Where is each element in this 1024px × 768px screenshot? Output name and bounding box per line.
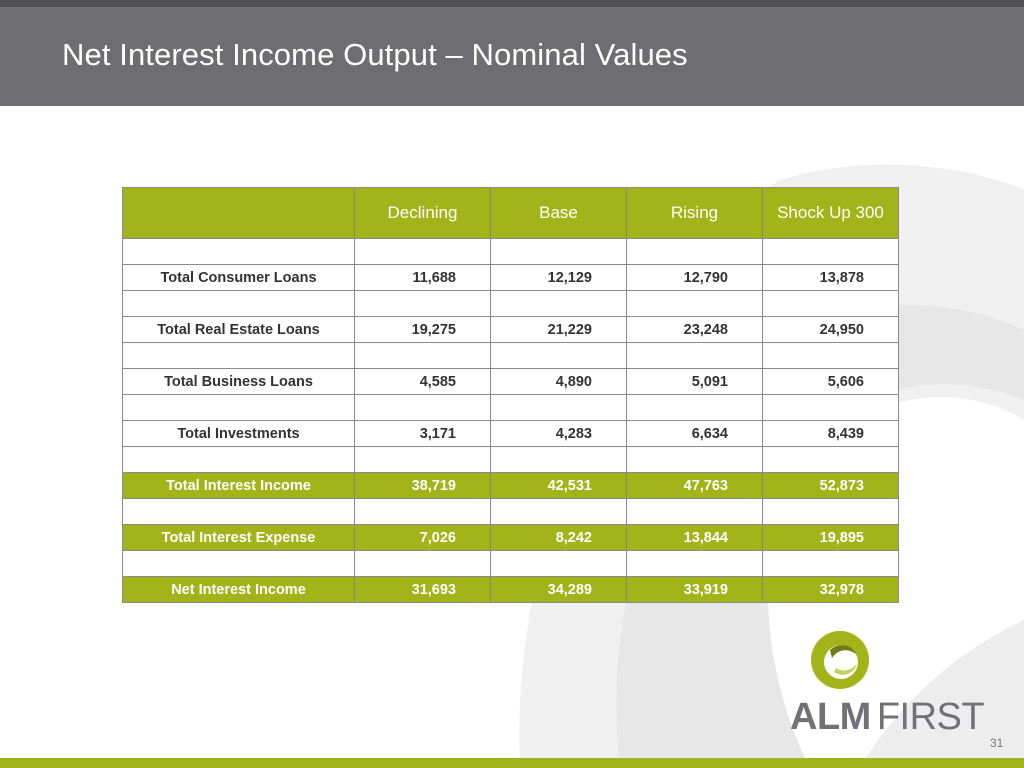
spacer-cell <box>355 551 491 577</box>
spacer-cell <box>627 343 763 369</box>
spacer-cell <box>355 343 491 369</box>
spacer-cell <box>627 395 763 421</box>
row-label: Total Business Loans <box>123 369 355 395</box>
table-spacer-row <box>123 395 899 421</box>
row-label: Total Interest Expense <box>123 525 355 551</box>
spacer-cell <box>763 551 899 577</box>
spacer-cell <box>123 551 355 577</box>
table-spacer-row <box>123 291 899 317</box>
row-label: Total Real Estate Loans <box>123 317 355 343</box>
table-row <box>123 369 899 395</box>
value-cell-rising: 5,091 <box>627 369 763 395</box>
value-cell-base: 42,531 <box>491 473 627 499</box>
value-cell-shock-up-300: 32,978 <box>763 577 899 603</box>
spacer-cell <box>763 291 899 317</box>
header-cell-shock-up-300: Shock Up 300 <box>763 188 899 239</box>
table-spacer-row <box>123 551 899 577</box>
table-spacer-row <box>123 239 899 265</box>
value-cell-shock-up-300: 13,878 <box>763 265 899 291</box>
value-cell-rising: 47,763 <box>627 473 763 499</box>
value-cell-shock-up-300: 19,895 <box>763 525 899 551</box>
table-spacer-row <box>123 343 899 369</box>
net-interest-income-table <box>122 187 899 603</box>
value-cell-declining: 3,171 <box>355 421 491 447</box>
spacer-cell <box>491 551 627 577</box>
value-cell-base: 12,129 <box>491 265 627 291</box>
value-cell-declining: 7,026 <box>355 525 491 551</box>
slide-title: Net Interest Income Output – Nominal Values <box>62 37 688 72</box>
value-cell-rising: 33,919 <box>627 577 763 603</box>
spacer-cell <box>123 499 355 525</box>
spacer-cell <box>123 447 355 473</box>
header-cell-label <box>123 188 355 239</box>
spacer-cell <box>355 499 491 525</box>
value-cell-declining: 19,275 <box>355 317 491 343</box>
header-cell-declining: Declining <box>355 188 491 239</box>
table-row <box>123 265 899 291</box>
spacer-cell <box>627 551 763 577</box>
page-number: 31 <box>990 736 1004 750</box>
spacer-cell <box>763 499 899 525</box>
spacer-cell <box>491 395 627 421</box>
spacer-cell <box>491 291 627 317</box>
spacer-cell <box>627 499 763 525</box>
table-row <box>123 317 899 343</box>
row-label: Total Investments <box>123 421 355 447</box>
value-cell-declining: 4,585 <box>355 369 491 395</box>
spacer-cell <box>355 447 491 473</box>
table-row <box>123 473 899 499</box>
spacer-cell <box>491 343 627 369</box>
value-cell-rising: 23,248 <box>627 317 763 343</box>
row-label: Net Interest Income <box>123 577 355 603</box>
spacer-cell <box>123 291 355 317</box>
logo-wordmark <box>790 696 984 739</box>
logo-text-alm: ALM <box>790 696 871 738</box>
value-cell-declining: 11,688 <box>355 265 491 291</box>
table-body <box>123 239 899 603</box>
alm-first-ring-icon <box>808 628 872 692</box>
spacer-cell <box>355 291 491 317</box>
table-row <box>123 577 899 603</box>
header-cell-base: Base <box>491 188 627 239</box>
spacer-cell <box>763 395 899 421</box>
alm-first-logo <box>786 628 992 738</box>
spacer-cell <box>627 239 763 265</box>
header-cell-rising: Rising <box>627 188 763 239</box>
value-cell-rising: 12,790 <box>627 265 763 291</box>
spacer-cell <box>355 395 491 421</box>
spacer-cell <box>355 239 491 265</box>
value-cell-base: 34,289 <box>491 577 627 603</box>
table-row <box>123 421 899 447</box>
logo-text-first: FIRST <box>876 696 985 738</box>
spacer-cell <box>763 239 899 265</box>
spacer-cell <box>763 343 899 369</box>
table-row <box>123 525 899 551</box>
spacer-cell <box>491 239 627 265</box>
bottom-strip <box>0 758 1024 768</box>
spacer-cell <box>627 447 763 473</box>
spacer-cell <box>123 395 355 421</box>
value-cell-base: 21,229 <box>491 317 627 343</box>
table-spacer-row <box>123 447 899 473</box>
value-cell-base: 8,242 <box>491 525 627 551</box>
table-header-row <box>123 188 899 239</box>
value-cell-rising: 13,844 <box>627 525 763 551</box>
value-cell-base: 4,890 <box>491 369 627 395</box>
value-cell-shock-up-300: 24,950 <box>763 317 899 343</box>
spacer-cell <box>123 239 355 265</box>
value-cell-shock-up-300: 8,439 <box>763 421 899 447</box>
value-cell-rising: 6,634 <box>627 421 763 447</box>
value-cell-shock-up-300: 52,873 <box>763 473 899 499</box>
spacer-cell <box>491 499 627 525</box>
row-label: Total Interest Income <box>123 473 355 499</box>
spacer-cell <box>123 343 355 369</box>
row-label: Total Consumer Loans <box>123 265 355 291</box>
spacer-cell <box>491 447 627 473</box>
spacer-cell <box>763 447 899 473</box>
value-cell-base: 4,283 <box>491 421 627 447</box>
value-cell-shock-up-300: 5,606 <box>763 369 899 395</box>
table-spacer-row <box>123 499 899 525</box>
value-cell-declining: 31,693 <box>355 577 491 603</box>
value-cell-declining: 38,719 <box>355 473 491 499</box>
spacer-cell <box>627 291 763 317</box>
